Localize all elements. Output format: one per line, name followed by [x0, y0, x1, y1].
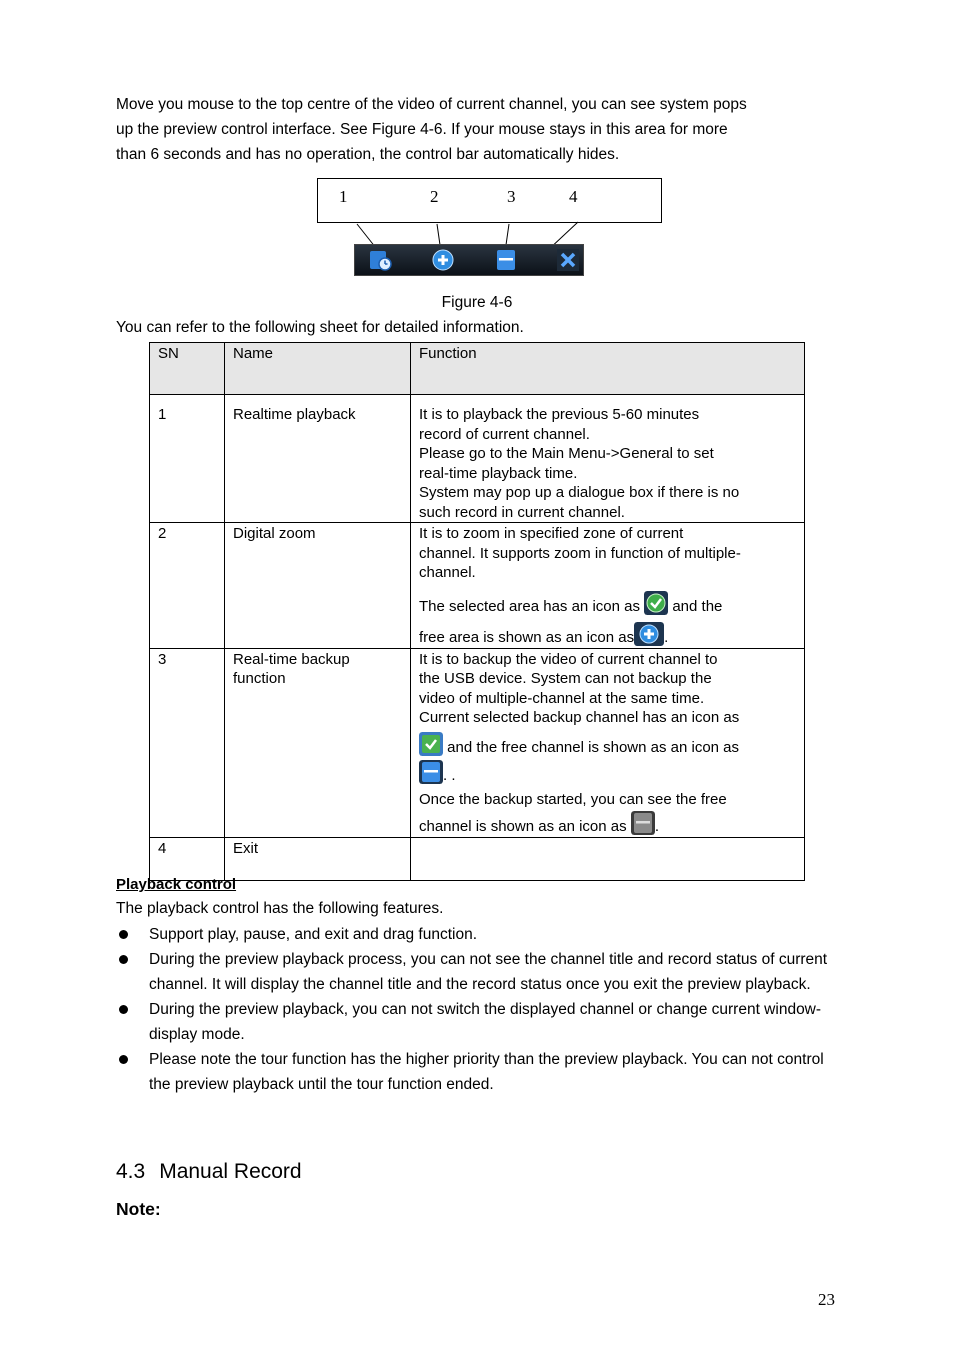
section-heading — [116, 1160, 302, 1184]
header-name: Name — [225, 343, 411, 395]
header-function: Function — [411, 343, 805, 395]
callout-4: 4 — [569, 187, 578, 206]
func-text: . — [654, 818, 659, 835]
section-number: 4.3 — [116, 1160, 146, 1183]
func-line — [419, 732, 796, 758]
digital-zoom-icon[interactable] — [430, 248, 456, 272]
func-line: It is to backup the video of current channel to — [419, 650, 718, 668]
list-item — [116, 997, 846, 1047]
table-row — [150, 523, 805, 649]
cell-sn: 1 — [150, 395, 225, 523]
zoom-selected-icon — [644, 591, 668, 615]
header-sn: SN — [150, 343, 225, 395]
func-line: It is to zoom in specified zone of current — [419, 525, 684, 542]
cell-function — [411, 837, 805, 880]
func-text: . . — [443, 767, 456, 784]
func-text: channel is shown as an icon as — [419, 818, 627, 835]
cell-sn: 2 — [150, 523, 225, 649]
list-item-text: During the preview playback process, you can not see the channel title and record status of current channel. It will display the channel title and the record status once you exit the preview playback. — [149, 951, 828, 993]
backup-selected-icon — [419, 732, 443, 756]
list-item — [116, 947, 846, 997]
bullet-icon — [119, 1055, 128, 1064]
zoom-free-icon — [634, 622, 664, 646]
func-text: The selected area has an icon as — [419, 597, 640, 615]
feature-list — [116, 922, 846, 1097]
list-item — [116, 922, 846, 947]
func-line: It is to playback the previous 5-60 minutes — [419, 406, 700, 423]
function-table — [149, 342, 805, 881]
func-line: Current selected backup channel has an icon as — [419, 709, 740, 726]
note-label: Note: — [116, 1199, 161, 1219]
table-header-row — [150, 343, 805, 395]
cell-function — [411, 523, 805, 649]
list-item — [116, 1047, 846, 1097]
func-line: System may pop up a dialogue box if there is no — [419, 484, 740, 501]
cell-function — [411, 395, 805, 523]
bullet-icon — [119, 1005, 128, 1014]
backup-icon[interactable] — [493, 248, 519, 272]
bullet-icon — [119, 955, 128, 964]
callout-3: 3 — [507, 187, 516, 206]
intro-line: than 6 seconds and has no operation, the control bar automatically hides. — [116, 146, 620, 163]
exit-icon[interactable] — [555, 248, 581, 272]
refer-text: You can refer to the following sheet for detailed information. — [116, 319, 524, 336]
list-item-text: Support play, pause, and exit and drag function. — [149, 926, 478, 943]
playback-control-heading: Playback control — [116, 876, 237, 893]
func-text: and the free channel is shown as an icon as — [447, 738, 740, 756]
backup-free-icon — [419, 760, 443, 784]
callout-1: 1 — [339, 187, 348, 206]
func-line: Please go to the Main Menu->General to set — [419, 445, 714, 462]
figure-caption: Figure 4-6 — [441, 294, 513, 311]
list-item-text: During the preview playback, you can not switch the displayed channel or change current window-display mode. — [149, 1001, 822, 1043]
func-line: Once the backup started, you can see the free — [419, 790, 727, 808]
func-line: video of multiple-channel at the same time. — [419, 689, 705, 707]
func-text: and the — [672, 597, 723, 615]
preview-control-bar — [354, 244, 584, 276]
func-text: . — [664, 629, 669, 646]
intro-paragraph — [116, 92, 846, 167]
page-number: 23 — [818, 1290, 835, 1309]
name-line: function — [233, 670, 286, 687]
func-line — [419, 760, 796, 786]
func-line: record of current channel. — [419, 425, 590, 443]
table-row — [150, 648, 805, 837]
cell-name: Digital zoom — [225, 523, 411, 649]
cell-name — [225, 648, 411, 837]
list-item-text: Please note the tour function has the higher priority than the preview playback. You can not control the preview playback until the tour function ended. — [149, 1051, 824, 1093]
cell-name: Realtime playback — [225, 395, 411, 523]
bullet-icon — [119, 930, 128, 939]
cell-sn: 3 — [150, 648, 225, 837]
section-title: Manual Record — [159, 1160, 302, 1183]
table-row — [150, 837, 805, 880]
func-line — [419, 811, 796, 837]
callout-2: 2 — [430, 187, 439, 206]
intro-line: Move you mouse to the top centre of the video of current channel, you can see system pops — [116, 96, 747, 113]
func-line: the USB device. System can not backup the — [419, 670, 712, 687]
func-line: channel. — [419, 564, 476, 581]
func-text: free area is shown as an icon as — [419, 629, 635, 646]
intro-line: up the preview control interface. See Figure 4-6. If your mouse stays in this area for more — [116, 121, 728, 138]
playback-control-intro: The playback control has the following features. — [116, 900, 444, 917]
name-line: Real-time backup — [233, 650, 350, 668]
table-row — [150, 395, 805, 523]
func-line: such record in current channel. — [419, 503, 625, 521]
func-line — [419, 591, 796, 617]
func-line: real-time playback time. — [419, 464, 578, 482]
cell-function — [411, 648, 805, 837]
cell-sn: 4 — [150, 837, 225, 880]
realtime-playback-icon[interactable] — [368, 248, 394, 272]
func-line — [419, 622, 796, 648]
backup-busy-icon — [631, 811, 655, 835]
func-line: channel. It supports zoom in function of multiple- — [419, 544, 741, 562]
cell-name: Exit — [225, 837, 411, 880]
